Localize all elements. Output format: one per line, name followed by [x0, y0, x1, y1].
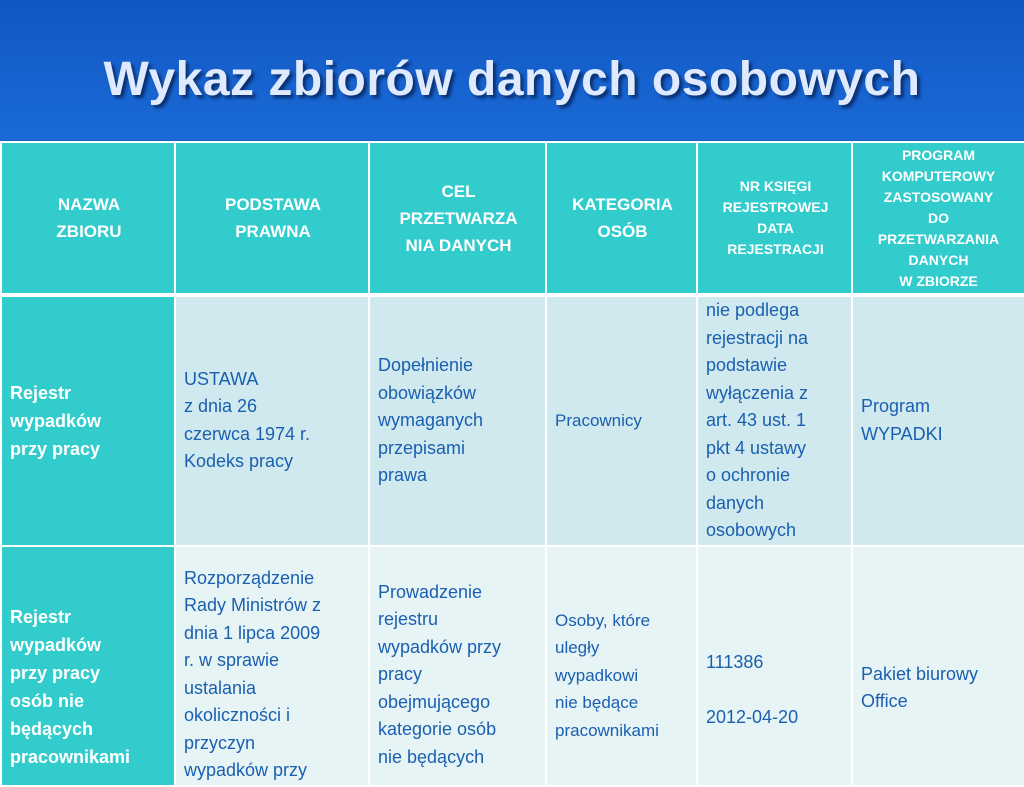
- cell-name: Rejestr wypadków przy pracy osób nie będących pracownikami: [1, 546, 175, 786]
- cell-category: Osoby, które uległy wypadkowi nie będące pracownikami: [546, 546, 697, 786]
- cell-purpose: Prowadzenie rejestru wypadków przy pracy obejmującego kategorie osób nie będących: [369, 546, 546, 786]
- slide-title: Wykaz zbiorów danych osobowych: [103, 53, 921, 106]
- header-legal-basis: PODSTAWA PRAWNA: [175, 142, 369, 295]
- table-header-row: [1, 142, 1024, 295]
- cell-program: Pakiet biurowy Office: [852, 546, 1024, 786]
- cell-registration: nie podlega rejestracji na podstawie wyłączenia z art. 43 ust. 1 pkt 4 ustawy o ochronie danych osobowych: [697, 295, 852, 546]
- header-purpose: CEL PRZETWARZA NIA DANYCH: [369, 142, 546, 295]
- cell-name: Rejestr wypadków przy pracy: [1, 295, 175, 546]
- data-sets-table: [0, 141, 1024, 787]
- cell-category: Pracownicy: [546, 295, 697, 546]
- table-row: [1, 295, 1024, 546]
- cell-program: Program WYPADKI: [852, 295, 1024, 546]
- header-category: KATEGORIA OSÓB: [546, 142, 697, 295]
- cell-purpose: Dopełnienie obowiązków wymaganych przepisami prawa: [369, 295, 546, 546]
- header-name: NAZWA ZBIORU: [1, 142, 175, 295]
- header-program: PROGRAM KOMPUTEROWY ZASTOSOWANY DO PRZETWARZANIA DANYCH W ZBIORZE: [852, 142, 1024, 295]
- table-row: [1, 546, 1024, 786]
- cell-legal-basis: Rozporządzenie Rady Ministrów z dnia 1 lipca 2009 r. w sprawie ustalania okoliczności i przyczyn wypadków przy: [175, 546, 369, 786]
- header-registration: NR KSIĘGI REJESTROWEJ DATA REJESTRACJI: [697, 142, 852, 295]
- cell-registration: 111386 2012-04-20: [697, 546, 852, 786]
- cell-legal-basis: USTAWA z dnia 26 czerwca 1974 r. Kodeks pracy: [175, 295, 369, 546]
